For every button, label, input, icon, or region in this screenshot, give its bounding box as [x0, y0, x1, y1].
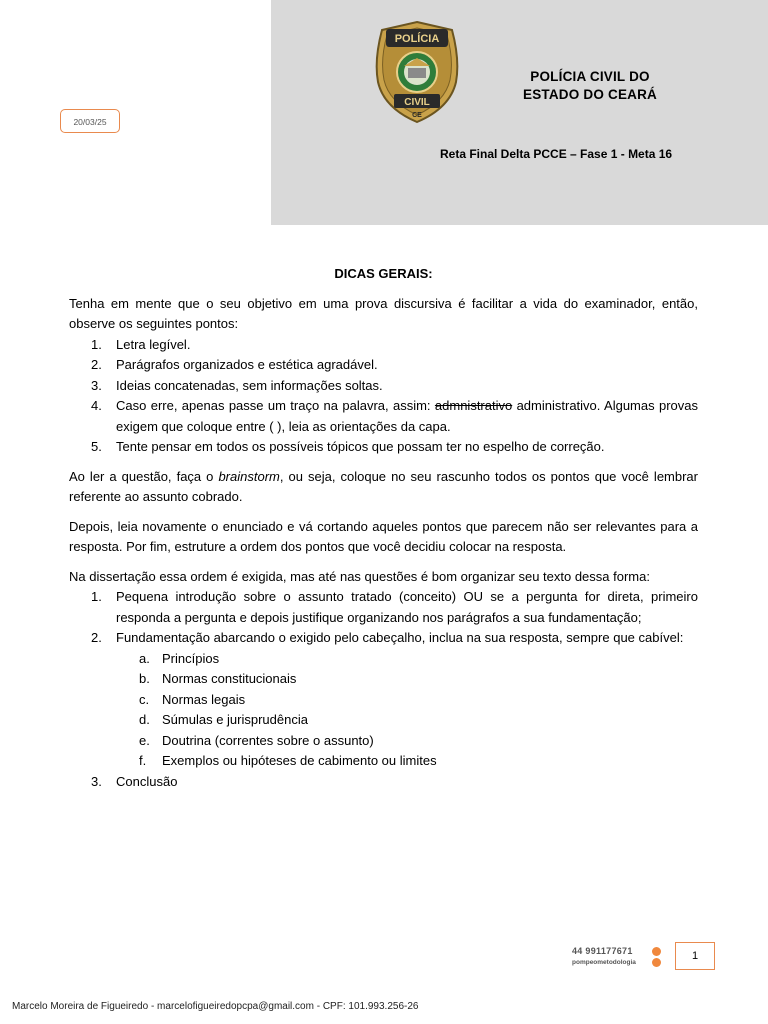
- org-title-line-1: POLÍCIA CIVIL DO: [530, 69, 650, 84]
- document-subtitle: Reta Final Delta PCCE – Fase 1 - Meta 16: [440, 147, 673, 161]
- org-title-line-2: ESTADO DO CEARÁ: [522, 87, 657, 102]
- list-item: 2. Fundamentação abarcando o exigido pelo cabeçalho, inclua na sua resposta, sempre que cabível: a. Princípios b. Normas constitucionais c. Normas legais d. Súmulas e jurisprudência e. Doutrina (correntes sobre o assunto) f. Exemplos ou hipóteses de cabimento ou limites: [69, 628, 698, 772]
- list-item: 3. Ideias concatenadas, sem informações soltas.: [91, 377, 383, 393]
- section-heading: DICAS GERAIS:: [334, 266, 433, 281]
- page-number: 1: [675, 942, 715, 970]
- list-item: 1. Letra legível.: [91, 336, 191, 352]
- brand-phone: 44 991177671: [572, 946, 633, 956]
- date-badge: 20/03/25: [60, 109, 120, 133]
- list-item: 5. Tente pensar em todos os possíveis tópicos que possam ter no espelho de correção.: [91, 439, 605, 454]
- sub-list-item: f. Exemplos ou hipóteses de cabimento ou limites: [139, 753, 437, 768]
- list-item: 1. Pequena introdução sobre o assunto tratado (conceito) OU se a pergunta for direta, primeiro responda a pergunta e depois justifique organizando nos parágrafos a sua fundamentação;: [91, 589, 698, 625]
- sub-list-item: c. Normas legais: [139, 691, 246, 707]
- sub-list-item: e. Doutrina (correntes sobre o assunto): [139, 732, 374, 748]
- intro-paragraph: Tenha em mente que o seu objetivo em uma prova discursiva é facilitar a vida do examinador, então, observe os seguintes pontos:: [69, 295, 698, 331]
- brand-dot-icon: [652, 947, 661, 956]
- structure-list: [69, 587, 698, 792]
- org-title: [500, 68, 680, 104]
- tips-list: [69, 335, 698, 458]
- list-item: 2. Parágrafos organizados e estética agradável.: [91, 357, 378, 372]
- header-panel: [271, 0, 768, 225]
- brainstorm-paragraph: Ao ler a questão, faça o brainstorm, ou seja, coloque no seu rascunho todos os pontos que você lembrar referente ao assunto cobrado.: [69, 468, 698, 504]
- owner-footer: Marcelo Moreira de Figueiredo - marcelofigueiredopcpa@gmail.com - CPF: 101.993.256-26: [12, 1001, 419, 1012]
- document-body: [69, 264, 698, 801]
- list-item: 4. Caso erre, apenas passe um traço na palavra, assim: admnistrativo administrativo. Algumas provas exigem que coloque entre ( ), leia as orientações da capa.: [91, 398, 698, 434]
- brainstorm-word: brainstorm: [218, 468, 280, 484]
- dissertacao-paragraph: Na dissertação essa ordem é exigida, mas até nas questões é bom organizar seu texto dessa forma:: [69, 568, 650, 584]
- brand-logo: [572, 946, 664, 970]
- brand-dot-icon: [652, 958, 661, 967]
- badge-text-state: CE: [412, 112, 422, 119]
- sub-list-item: a. Princípios: [139, 650, 220, 666]
- badge-text-bottom: CIVIL: [404, 97, 430, 108]
- sub-list-item: d. Súmulas e jurisprudência: [139, 712, 308, 727]
- sub-list: [116, 649, 698, 772]
- sub-list-item: b. Normas constitucionais: [139, 671, 297, 686]
- badge-text-top: POLÍCIA: [394, 33, 440, 45]
- struck-word: admnistrativo: [434, 398, 513, 413]
- depois-paragraph: Depois, leia novamente o enunciado e vá cortando aqueles pontos que parecem não ser relevantes para a resposta. Por fim, estruture a ordem dos pontos que você decidiu colocar na resposta.: [69, 518, 698, 554]
- police-badge-icon: [372, 20, 462, 124]
- brand-site: pompeometodologia: [572, 959, 636, 966]
- list-item: 3. Conclusão: [91, 773, 178, 789]
